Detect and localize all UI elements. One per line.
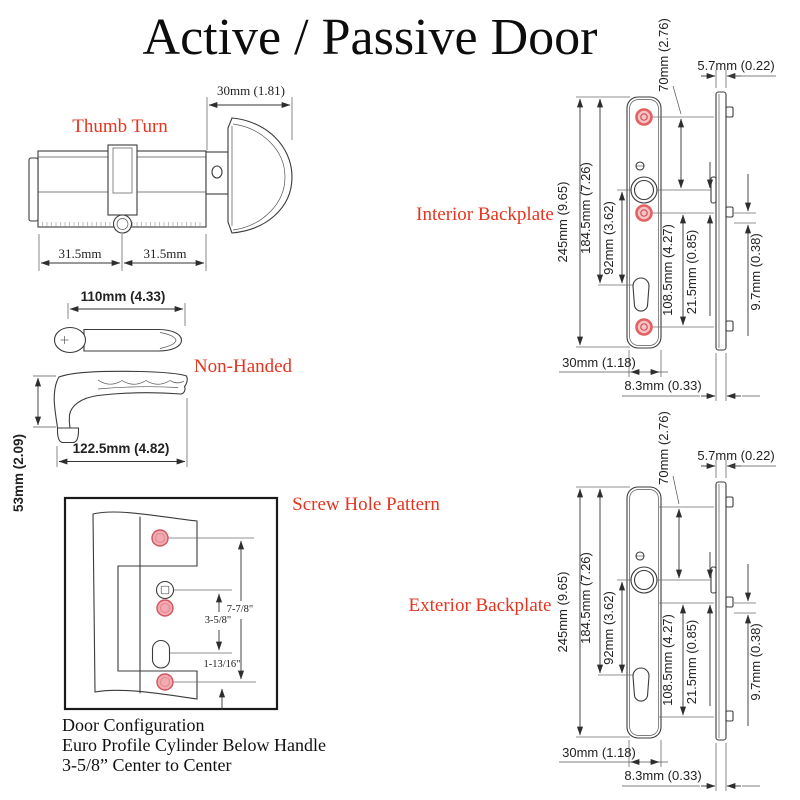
screw-hole-bottom [157,674,173,690]
screw-hole-bottom [637,320,652,335]
left-half-label: 31.5mm [58,246,102,261]
screw-hole-top [152,530,168,546]
grip-bottom-edge [98,393,181,396]
footer-line-2: Euro Profile Cylinder Below Handle [62,735,326,755]
handle-bar [84,330,182,352]
thickness-label: 5.7mm (0.22) [697,58,775,73]
non-handed-label: Non-Handed [193,356,293,377]
exterior-backplate-label: Exterior Backplate [408,595,552,616]
mount-screw-hole [212,166,222,178]
euro-keyhole [633,668,649,701]
top-to-cylinder-label: 184.5mm (7.26) [578,552,593,644]
screw-hole-middle [157,600,173,616]
neck-outer [54,377,59,428]
page-title: Active / Passive Door [142,9,598,66]
handle-to-cylinder-label: 92mm (3.62) [601,591,616,665]
cam-circle [114,215,132,233]
handle-rose-end [55,328,86,353]
handle-hub-bump [711,567,716,593]
edge-offset-label: 8.3mm (0.33) [624,378,702,393]
plate-length-label: 245mm (9.65) [555,181,570,263]
plate-width-label: 30mm (1.18) [562,355,636,370]
handle-to-cylinder-label: 92mm (3.62) [601,201,616,275]
interior-backplate-label: Interior Backplate [416,204,554,225]
handle-top-width-label: 110mm (4.33) [80,289,166,304]
screw-boss-middle [726,597,733,607]
handle-height-label: 53mm (2.09) [11,433,26,513]
screw-hole-pattern-box [65,494,440,710]
handle-hub-bump [711,177,716,203]
plate-width-label: 30mm (1.18) [562,745,636,760]
thickness-label: 5.7mm (0.22) [697,448,775,463]
pattern-bottom-label: 1-13/16" [203,659,241,670]
screw-boss-middle [726,207,733,217]
edge-offset-label: 8.3mm (0.33) [624,768,702,783]
grip-top-edge [59,371,187,377]
thumb-turn-cylinder-diagram [29,83,292,271]
cylinder-end-cap [29,158,38,221]
exterior-backplate-diagram [409,411,776,791]
handle-to-screw-label: 21.5mm (0.85) [684,229,699,315]
screw-pattern-label: Screw Hole Pattern [292,494,440,515]
screw-boss-top [726,107,733,117]
boss-offset-label: 9.7mm (0.38) [748,623,763,701]
screw-boss-bottom [726,321,733,331]
leader-line [673,86,681,114]
handle-to-screw-label: 21.5mm (0.85) [684,619,699,705]
side-plate [716,92,726,350]
fixing-clip-inner [113,148,132,193]
handle-hole-inner [635,571,654,590]
screw-boss-bottom [726,711,733,721]
boss-offset-label: 9.7mm (0.38) [748,233,763,311]
euro-cylinder-hole [153,641,170,669]
grip-detail-line [98,387,178,389]
screw-span-label: 108.5mm (4.27) [660,614,675,706]
euro-keyhole [633,278,649,311]
footer-line-1: Door Configuration [62,715,205,735]
handle-side-view [11,371,187,512]
screw-to-handle-label: 70mm (2.76) [656,18,671,92]
handle-length-label: 122.5mm (4.82) [72,441,170,456]
screw-boss-top [726,497,733,507]
grip-right-end [181,376,187,394]
thumbturn-fan [228,118,292,233]
top-to-cylinder-label: 184.5mm (7.26) [578,162,593,254]
plate-length-label: 245mm (9.65) [555,571,570,653]
pattern-total-label: 7-7/8" [226,604,254,615]
screw-span-label: 108.5mm (4.27) [660,224,675,316]
interior-backplate-diagram [416,18,776,401]
side-plate [716,482,726,740]
screw-hole-top [637,110,652,125]
handle-hole-inner [635,181,654,200]
pattern-middle-label: 3-5/8" [204,615,232,626]
right-half-label: 31.5mm [143,246,187,261]
handle-top-view [55,289,293,377]
screw-to-handle-label: 70mm (2.76) [656,411,671,485]
grip-wave-detail [98,380,184,384]
door-configuration-note [62,715,326,775]
screw-hole-middle [637,206,652,221]
leader-line [673,476,679,504]
neck-inner [69,396,98,429]
knob-width-label: 30mm (1.81) [217,83,285,98]
spindle-hole [157,582,174,599]
thumb-turn-label: Thumb Turn [72,116,168,137]
footer-line-3: 3-5/8” Center to Center [62,755,232,775]
